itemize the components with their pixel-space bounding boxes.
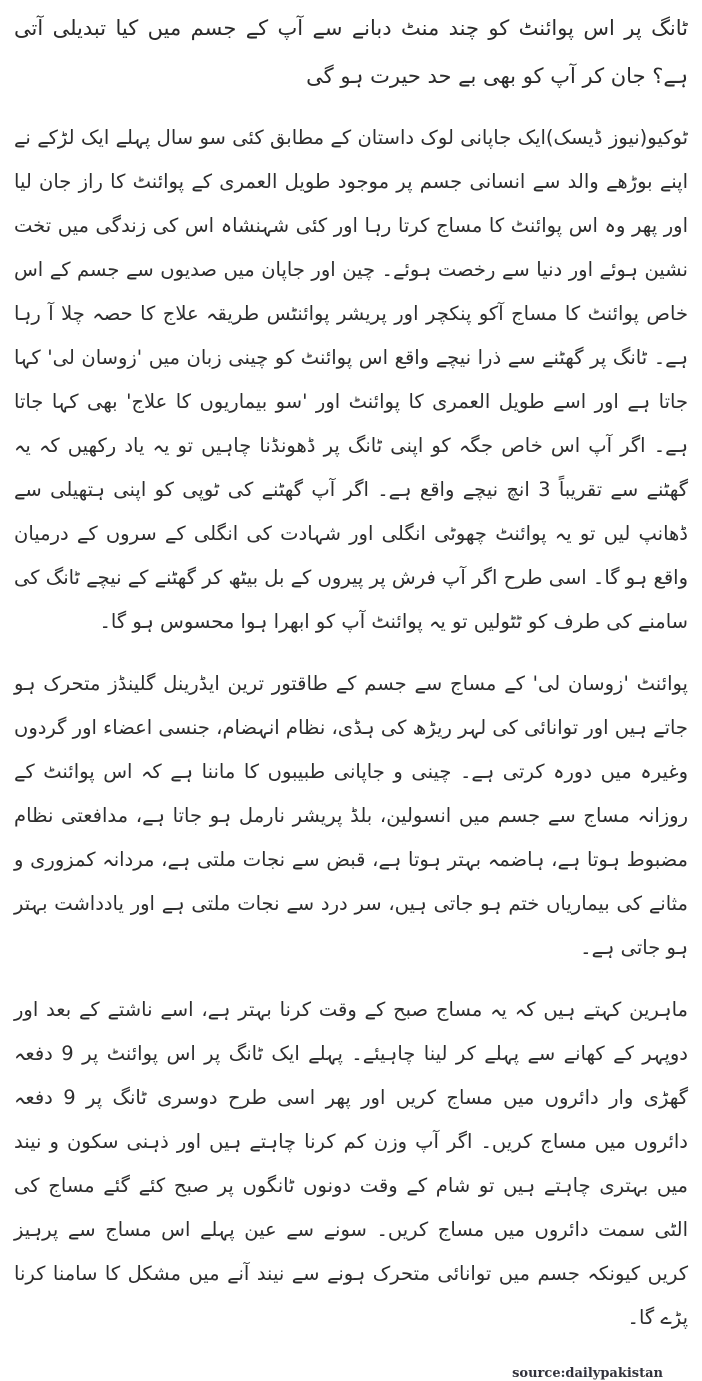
article-paragraph-1: ٹوکیو(نیوز ڈیسک)ایک جاپانی لوک داستان کے مطابق کئی سو سال پہلے ایک لڑکے نے اپنے بوڑھے والد سے انسانی جسم پر موجود طویل العمری کے پوائنٹ کا راز جان لیا اور پھر وہ اس پوائنٹ کا مساج کرتا رہا اور کئی شہنشاہ اس کی زندگی میں تخت نشین ہوئے اور دنیا سے رخصت ہوئے۔ چین اور جاپان میں صدیوں سے جسم کے اس خاص پوائنٹ کا مساج آکو پنکچر اور پریشر پوائنٹس طریقہ علاج کا حصہ چلا آ رہا ہے۔ ٹانگ پر گھٹنے سے ذرا نیچے واقع اس پوائنٹ کو چینی زبان میں 'زوسان لی' کہا جاتا ہے اور اسے طویل العمری کا پوائنٹ اور 'سو بیماریوں کا علاج' بھی کہا جاتا ہے۔ اگر آپ اس خاص جگہ کو اپنی ٹانگ پر ڈھونڈنا چاہیں تو یہ یاد رکھیں کہ یہ گھٹنے سے تقریباً 3 انچ نیچے واقع ہے۔ اگر آپ گھٹنے کی ٹوپی کو اپنی ہتھیلی سے ڈھانپ لیں تو یہ پوائنٹ چھوٹی انگلی اور شہادت کی انگلی کے سروں کے درمیان واقع ہو گا۔ اسی طرح اگر آپ فرش پر پیروں کے بل بیٹھ کر گھٹنے کے نیچے ٹانگ کی سامنے کی طرف کو ٹٹولیں تو یہ پوائنٹ آپ کو ابھرا ہوا محسوس ہو گا۔ bbox=[14, 126, 688, 633]
article-paragraph-3: ماہرین کہتے ہیں کہ یہ مساج صبح کے وقت کرنا بہتر ہے، اسے ناشتے کے بعد اور دوپہر کے کھانے سے پہلے کر لینا چاہیئے۔ پہلے ایک ٹانگ پر اس پوائنٹ پر 9 دفعہ گھڑی وار دائروں میں مساج کریں اور پھر اسی طرح دوسری ٹانگ پر 9 دفعہ دائروں میں مساج کریں۔ اگر آپ وزن کم کرنا چاہتے ہیں اور ذہنی سکون و نیند میں بہتری چاہتے ہیں تو شام کے وقت دونوں ٹانگوں پر صبح کئے گئے مساج کی الٹی سمت دائروں میں مساج کریں۔ سونے سے عین پہلے اس مساج سے پرہیز کریں کیونکہ جسم میں توانائی متحرک ہونے سے نیند آنے میں مشکل کا سامنا کرنا پڑے گا۔ bbox=[14, 998, 688, 1329]
article-title: ٹانگ پر اس پوائنٹ کو چند منٹ دبانے سے آپ کے جسم میں کیا تبدیلی آتی ہے؟ جان کر آپ کو بھی بے حد حیرت ہو گی bbox=[14, 16, 688, 88]
source-attribution: source:dailypakistan bbox=[512, 1366, 663, 1381]
article-body bbox=[14, 4, 688, 1340]
article-paragraph-2: پوائنٹ 'زوسان لی' کے مساج سے جسم کے طاقتور ترین ایڈرینل گلینڈز متحرک ہو جاتے ہیں اور توانائی کی لہر ریڑھ کی ہڈی، نظام انہضام، جنسی اعضاء اور گردوں وغیرہ میں دورہ کرتی ہے۔ چینی و جاپانی طبیبوں کا ماننا ہے کہ اس پوائنٹ کے روزانہ مساج سے جسم میں انسولین، بلڈ پریشر نارمل ہو جاتا ہے، مدافعتی نظام مضبوط ہوتا ہے، ہاضمہ بہتر ہوتا ہے، قبض سے نجات ملتی ہے، مردانہ کمزوری و مثانے کی بیماریاں ختم ہو جاتی ہیں، سر درد سے نجات ملتی ہے اور یادداشت بہتر ہو جاتی ہے۔ bbox=[14, 672, 688, 959]
